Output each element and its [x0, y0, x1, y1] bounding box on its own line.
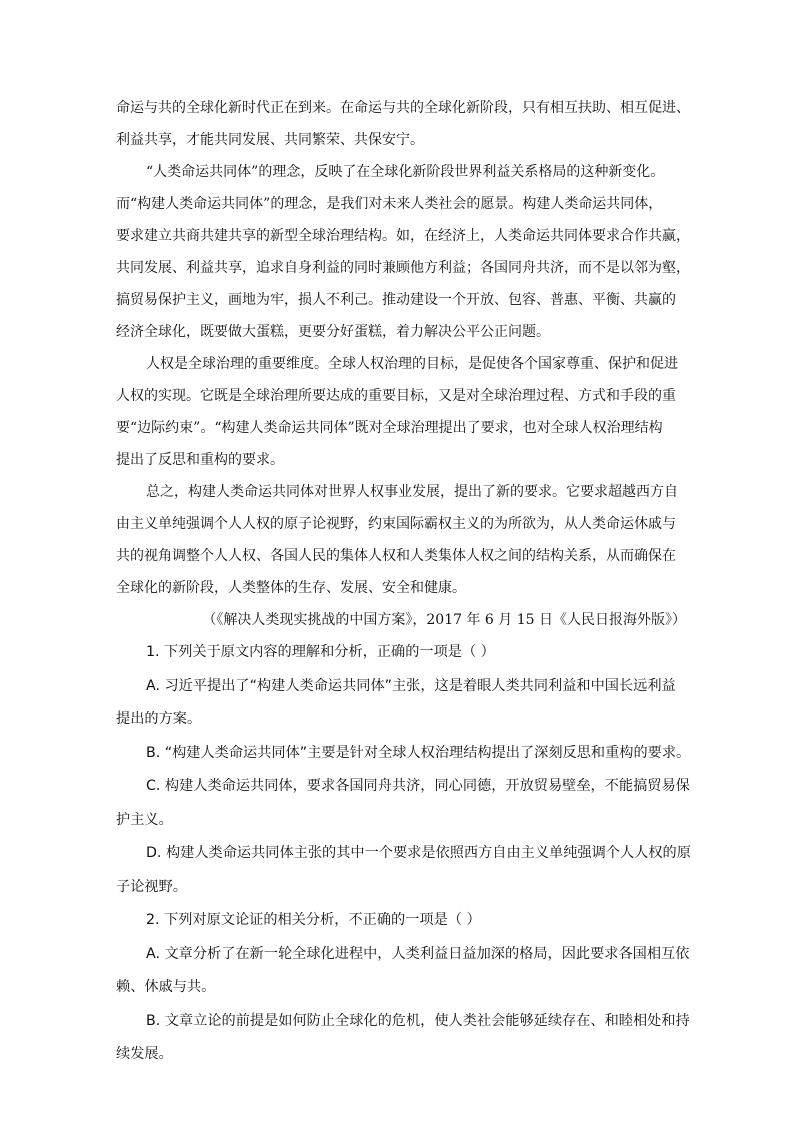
- article-line: 要求建立共商共建共享的新型全球治理结构。如，在经济上，人类命运共同体要求合作共赢，: [116, 228, 690, 244]
- option-line: A. 文章分析了在新一轮全球化进程中，人类利益日益加深的格局，因此要求各国相互依: [146, 945, 690, 962]
- article-source: （《解决人类现实挑战的中国方案》，2017 年 6 月 15 日《人民日报海外版》）: [202, 612, 686, 628]
- article-line: 利益共享，才能共同发展、共同繁荣、共保安宁。: [116, 132, 424, 148]
- article-line: 要“边际约束”。“构建人类命运共同体”既对全球治理提出了要求，也对全球人权治理结构: [116, 420, 663, 436]
- option-line: A. 习近平提出了“构建人类命运共同体”主张，这是着眼人类共同利益和中国长远利益: [146, 677, 676, 694]
- article-line: “人类命运共同体”的理念，反映了在全球化新阶段世界利益关系格局的这种新变化。: [146, 164, 665, 180]
- article-line: 总之，构建人类命运共同体对世界人权事业发展，提出了新的要求。它要求超越西方自: [146, 484, 678, 500]
- option-line: 提出的方案。: [116, 711, 202, 727]
- option-line: D. 构建人类命运共同体主张的其中一个要求是依照西方自由主义单纯强调个人人权的原: [146, 845, 691, 861]
- article-line: 人权是全球治理的重要维度。全球人权治理的目标，是促使各个国家尊重、保护和促进: [146, 356, 678, 372]
- option-line: 子论视野。: [116, 878, 187, 895]
- option-line: B. “构建人类命运共同体”主要是针对全球人权治理结构提出了深刻反思和重构的要求。: [146, 744, 691, 761]
- option-line: 续发展。: [116, 1046, 173, 1062]
- article-line: 而“构建人类命运共同体”的理念，是我们对未来人类社会的愿景。构建人类命运共同体，: [116, 196, 663, 212]
- article-line: 命运与共的全球化新时代正在到来。在命运与共的全球化新阶段，只有相互扶助、相互促进、: [116, 100, 690, 116]
- option-line: 赖、休戚与共。: [116, 979, 216, 995]
- article-line: 搞贸易保护主义，画地为牢，损人不利己。推动建设一个开放、包容、普惠、平衡、共赢的: [116, 292, 676, 308]
- question-stem: 1. 下列关于原文内容的理解和分析，正确的一项是（ ）: [146, 644, 495, 660]
- article-line: 经济全球化，既要做大蛋糕，更要分好蛋糕，着力解决公平公正问题。: [116, 324, 550, 340]
- option-line: B. 文章立论的前提是如何防止全球化的危机，使人类社会能够延续存在、和睦相处和持: [146, 1012, 690, 1029]
- article-line: 由主义单纯强调个人人权的原子论视野，约束国际霸权主义的为所欲为，从人类命运休戚与: [116, 516, 676, 532]
- article-line: 人权的实现。它既是全球治理所要达成的重要目标，又是对全球治理过程、方式和手段的重: [116, 388, 676, 404]
- option-line: C. 构建人类命运共同体，要求各国同舟共济，同心同德，开放贸易壁垒，不能搞贸易保: [146, 778, 690, 794]
- question-stem: 2. 下列对原文论证的相关分析，不正确的一项是（ ）: [146, 912, 481, 928]
- questions-section: [116, 636, 694, 1072]
- article-body: [116, 92, 694, 636]
- article-line: 提出了反思和重构的要求。: [116, 452, 284, 468]
- article-line: 全球化的新阶段，人类整体的生存、发展、安全和健康。: [116, 580, 466, 596]
- article-line: 共同发展、利益共享，追求自身利益的同时兼顾他方利益；各国同舟共济，而不是以邻为壑，: [116, 260, 690, 276]
- option-line: 护主义。: [116, 811, 173, 828]
- article-line: 共的视角调整个人人权、各国人民的集体人权和人类集体人权之间的结构关系，从而确保在: [116, 548, 676, 564]
